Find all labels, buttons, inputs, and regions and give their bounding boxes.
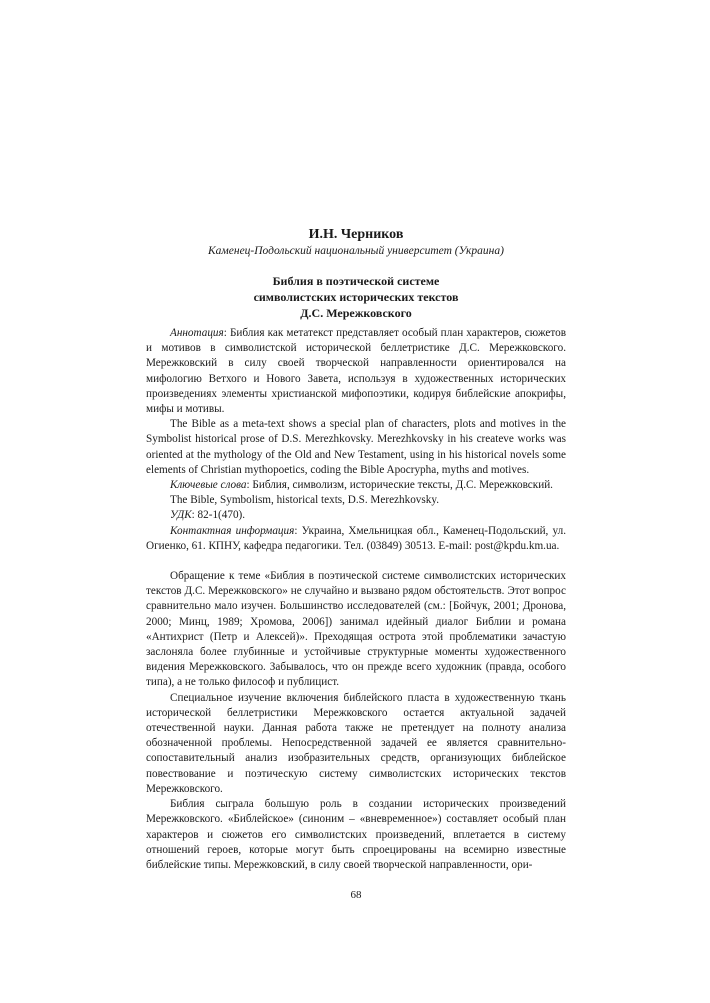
article-body <box>146 326 566 873</box>
author-affiliation: Каменец-Подольский национальный университет (Украина) <box>208 245 504 257</box>
title-line: символистских исторических текстов <box>253 290 459 304</box>
contact-label: Контактная информация <box>170 524 295 537</box>
udk-text: : 82-1(470). <box>191 509 246 522</box>
title-line: Библия в поэтической системе <box>272 274 440 288</box>
body-paragraph: Обращение к теме «Библия в поэтической системе символистских исторических текстов Д.С. Мережковского» не случайно и вызвано рядом обстоятельств. Этот вопрос сравнительно мало изучен. Большинство исследователей (см.: [Бойчук, 2001; Дронова, 2000; Минц, 1989; Хромова, 2006]) занимал идейный диалог Библии и романа «Антихрист (Петр и Алексей)». Преходящая острота этой проблематики зачастую заслоняла более глубинные и устойчивые структурные моменты художественного видения Мережковского. Забывалось, что он прежде всего художник (правда, особого типа), а не только философ и публицист. <box>146 570 566 689</box>
body-paragraph: Специальное изучение включения библейского пласта в художественную ткань исторической беллетристики Мережковского остается актуальной задачей отечественной науки. Данная работа также не претендует на полноту анализа обозначенной проблемы. Непосредственной задачей ее является сравнительно-сопоставительный анализ изобразительных средств, организующих библейское повествование и поэтическую систему символистских исторических текстов Мережковского. <box>146 691 566 795</box>
section-gap <box>146 554 566 569</box>
keywords <box>146 478 566 493</box>
keywords-label: Ключевые слова <box>170 479 247 492</box>
author-name: И.Н. Черников <box>308 227 404 242</box>
annotation-label: Аннотация <box>170 327 224 339</box>
udk <box>146 508 566 523</box>
contact-text: : Украина, Хмельницкая обл., Каменец-Подольский, ул. Огиенко, 61. КПНУ, кафедра педагогики. Тел. (03849) 30513. E-mail: post@kpdu.km.ua. <box>146 524 566 552</box>
keywords-english: The Bible, Symbolism, historical texts, D.S. Merezhkovsky. <box>170 494 439 507</box>
udk-label: УДК <box>170 509 192 522</box>
article-title <box>146 273 566 321</box>
body-paragraph: Библия сыграла большую роль в создании исторических произведений Мережковского. «Библейское» (синоним – «вневременное») составляет особый план характеров и сюжетов его символистских произведений, вплетается в систему отношений героев, которые могут быть спроецированы на всемирно известные библейские типы. Мережковский, в силу своей творческой направленности, ори- <box>146 798 566 871</box>
title-line: Д.С. Мережковского <box>300 306 412 320</box>
annotation-text: : Библия как метатекст представляет особый план характеров, сюжетов и мотивов в символистской исторической беллетристике Д.С. Мережковского. Мережковский в силу своей творческой направленности ориентировался на мифологию Ветхого и Нового Завета, используя в художественных исторических произведениях элементы христианской мифопоэтики, кодируя библейские апокрифы, мифы и мотивы. <box>146 327 566 416</box>
abstract-english: The Bible as a meta-text shows a special plan of characters, plots and motives in the Symbolist historical prose of D.S. Merezhkovsky. Merezhkovsky in his createve works was oriented at the mythology of the Old and New Testament, using in his historical novels some elements of Christian mythopoetics, coding the Bible Apocrypha, myths and motives. <box>146 418 566 476</box>
page-number: 68 <box>350 889 362 901</box>
keywords-text: : Библия, символизм, исторические тексты, Д.С. Мережковский. <box>246 479 553 492</box>
contact-info <box>146 524 566 554</box>
annotation <box>146 326 566 417</box>
